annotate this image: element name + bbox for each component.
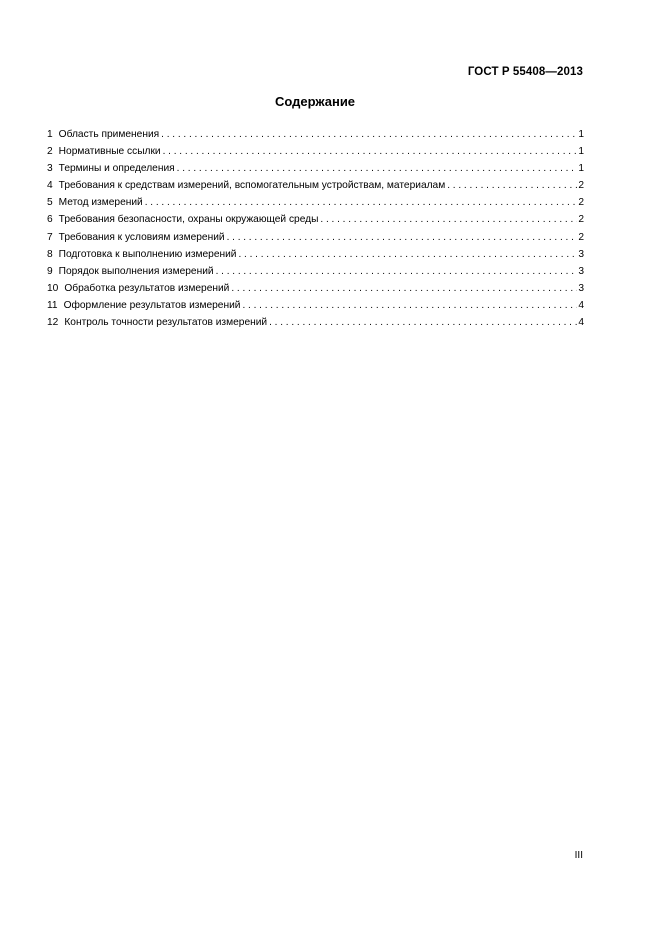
toc-item-title: Область применения [58,129,160,140]
toc-item[interactable] [47,314,584,331]
toc-item-page: 2 [578,197,584,209]
toc-item-page: 3 [578,282,584,294]
toc-item-number: 4 [47,180,53,192]
toc-dot-leader [229,280,577,297]
toc-item-number: 11 [47,299,58,311]
toc-item-title: Оформление результатов измерений [63,299,241,311]
page-number: III [574,850,583,861]
toc-item-page: 3 [578,248,584,260]
toc-item[interactable] [47,143,584,160]
toc-item[interactable] [47,280,584,297]
toc-dot-leader [267,314,577,331]
toc-item-page: 2 [578,231,584,243]
toc-item-number: 12 [47,317,59,329]
toc-item-title: Порядок выполнения измерений [58,265,214,277]
toc-item-title: Контроль точности результатов измерений [64,317,268,329]
toc-item-number: 7 [47,231,53,243]
toc-dot-leader [318,211,577,228]
toc-item-page: 3 [578,265,584,277]
toc-dot-leader [175,160,578,177]
toc-dot-leader [159,126,577,143]
toc-dot-leader [237,246,578,263]
toc-item[interactable] [47,297,584,314]
toc-item-number: 1 [47,129,53,140]
toc-item[interactable] [47,229,584,246]
toc-item-title: Требования к средствам измерений, вспомогательным устройствам, материалам [58,180,446,192]
toc-item-number: 10 [47,282,59,294]
toc-item-title: Требования безопасности, охраны окружающей среды [58,214,319,226]
toc-item-page: 4 [578,299,584,311]
toc-item[interactable] [47,160,584,177]
toc-item-page: 4 [578,317,584,329]
toc-item[interactable] [47,246,584,263]
toc-dot-leader [445,177,577,194]
toc-item-page: 1 [578,163,584,175]
toc-item-title: Требования к условиям измерений [58,231,225,243]
toc-item-page: 2 [578,180,584,192]
toc-item-number: 8 [47,248,53,260]
toc-item-title: Термины и определения [58,163,175,175]
toc-item-number: 3 [47,163,53,175]
toc-list [47,126,584,331]
toc-item-title: Метод измерений [58,197,143,209]
toc-item-page: 1 [578,129,584,140]
toc-item[interactable] [47,126,584,143]
toc-item-number: 5 [47,197,53,209]
toc-dot-leader [214,263,578,280]
toc-title: Содержание [274,94,356,109]
document-code: ГОСТ Р 55408—2013 [467,66,583,78]
toc-item-number: 2 [47,146,53,158]
toc-dot-leader [161,143,578,160]
toc-dot-leader [240,297,577,314]
toc-item-title: Нормативные ссылки [58,146,161,158]
toc-item[interactable] [47,211,584,228]
toc-dot-leader [225,229,578,246]
toc-item-number: 9 [47,265,53,277]
toc-item[interactable] [47,194,584,211]
toc-item-page: 2 [578,214,584,226]
toc-item[interactable] [47,263,584,280]
toc-dot-leader [143,194,578,211]
toc-item-title: Подготовка к выполнению измерений [58,248,237,260]
toc-item-title: Обработка результатов измерений [64,282,230,294]
toc-item-number: 6 [47,214,53,226]
toc-item[interactable] [47,177,584,194]
toc-item-page: 1 [578,146,584,158]
